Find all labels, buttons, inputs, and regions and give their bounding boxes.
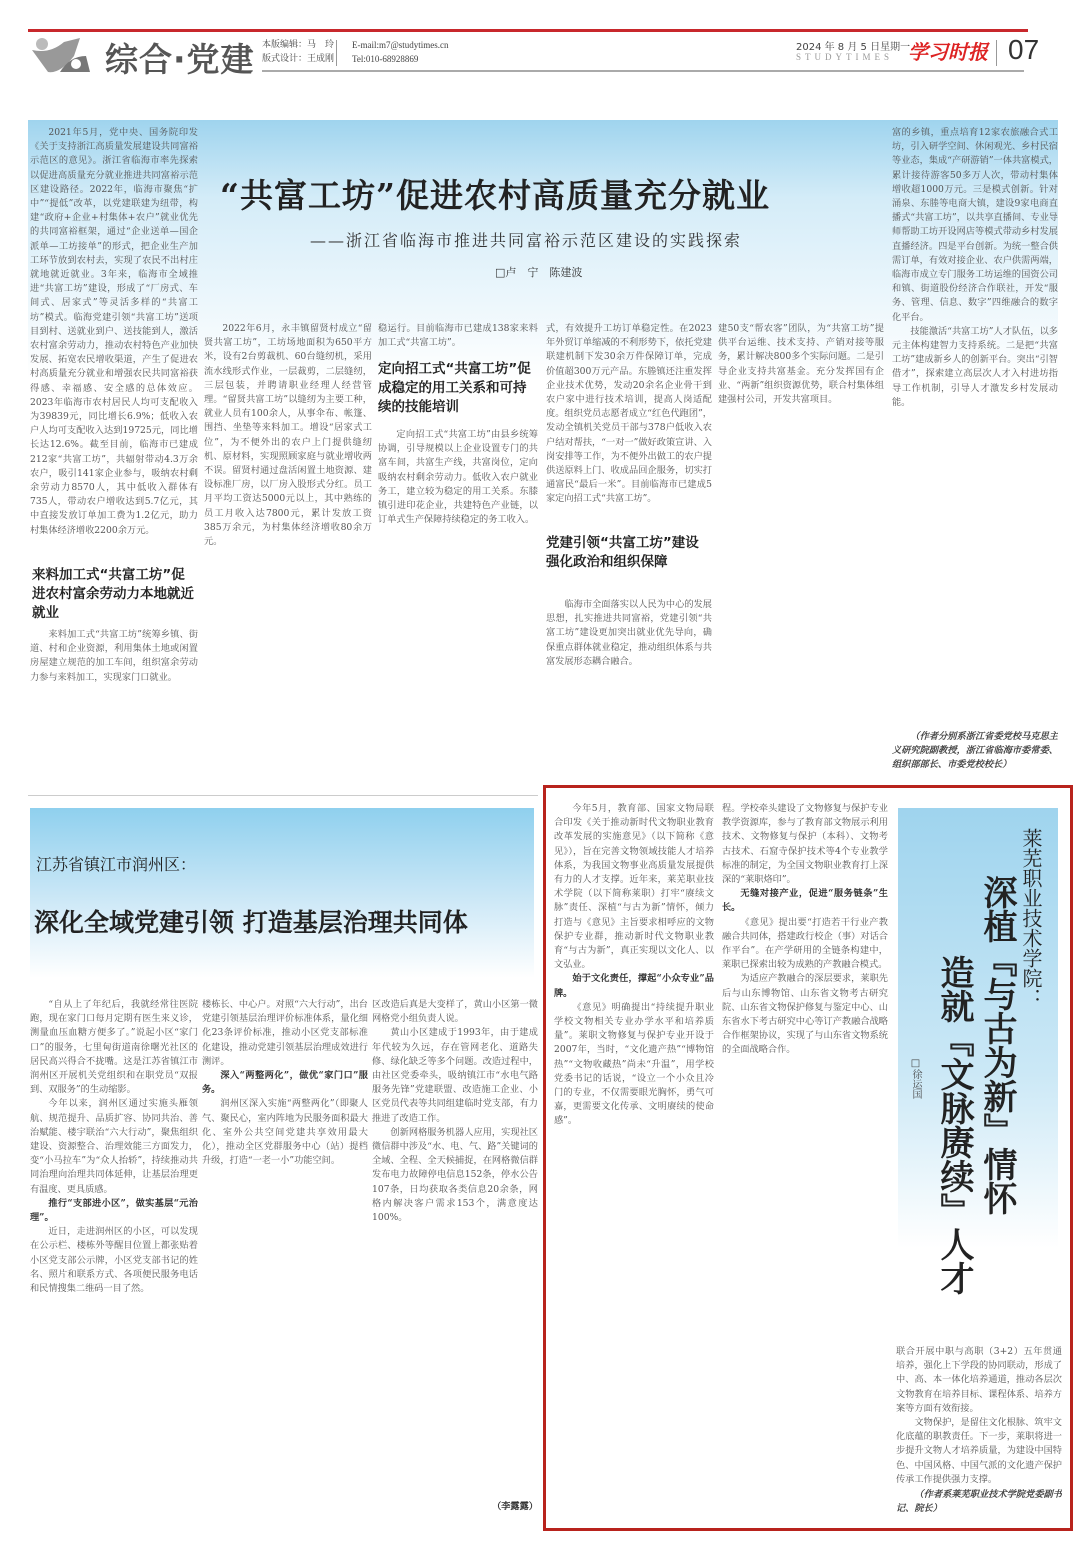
article2-column-2 [202,998,368,1532]
editor-credits [262,38,334,66]
paragraph: 润州区深入实施“两整两化”（即聚人气、聚民心，室内阵地为民服务面积最大化、室外公共空间党建共享效用最大化），推动全区党群服务中心（站）提档升级，打造“一老一小”功能空间。 [202,1098,368,1167]
article1-column-3a [378,322,538,354]
paragraph: 创新网格服务机器人应用，实现社区微信群中涉及“水、电、气、路”关键词的全域、全程、全天候捕捉，在网格微信群发布电力故障停电信息152条，停水公告107条，日均获取各类信息20余条，网格内解决客户需求153个，满意度达100%。 [372,1126,538,1224]
article1-column-2 [204,322,372,788]
article2-signature-block [372,1500,538,1518]
section-divider [28,795,538,796]
paragraph: 富的乡镇，重点培育12家农旅融合式工坊，引入研学空间、休闲观光、乡村民宿等业态，集成“产研游销”一体共富模式，累计接待游客50多万人次，带动村集体增收超1000万元。三是模式创新。针对涌泉、东塍等电商大镇，建设9家电商直播式“共富工坊”，以共享直播间、专业导师帮助工坊开设网店等模式带动乡村发展直播经济。四是平台创新。为统一整合供需订单，有效对接企业、农户供需两端，临海市成立专门服务工坊运维的国资公司和镇、街道股份经济合作联社，开发“服务、管理、信息、数字”四维融合的数字化平台。 [892,127,1058,323]
lead-paragraph: 始于文化责任，撑起“小众专业”品牌。 [554,973,714,999]
article1-column-1 [30,126,198,566]
paragraph: 技能激活“共富工坊”人才队伍，以多元主体构建智力支持系统。二是把“共富工坊”建成新乡人的创新平台。突出“引智借才”，探索建立高层次人才入村进坊指导工作机制，引导人才激发乡村发展动能。 [892,325,1058,408]
lead-paragraph: 深入“两整两化”，做优“家门口”服务。 [202,1070,368,1096]
lead-paragraph: 无缝对接产业，促进“服务链条”生长。 [722,888,888,914]
article2-signature: （李露露） [492,1501,538,1512]
article3-column-1 [554,802,714,1524]
designer-label: 版式设计：王成刚 [262,54,335,64]
paragraph: 来料加工式“共富工坊”统筹乡镇、街道、村和企业资源，利用集体土地或闲置房屋建立规范的加工车间，组织富余劳动力参与来料加工，实现家门口就业。 [30,629,198,683]
article2-column-3 [372,998,538,1468]
page-number: 07 [1008,34,1040,65]
paragraph: 《意见》明确提出“持续提升职业学校文物相关专业办学水平和培养质量”。莱职文物修复与保护专业开设于2007年，当时，“文化遗产热”“博物馆热”“文物收藏热”尚未“升温”，用学校党委书记的话说，“设立一个小众且冷门的专业，不仅需要眼光胸怀，勇气可嘉，更需要文化传承、文明赓续的使命感”。 [554,1001,714,1127]
article3-byline: □徐运国 [910,1058,921,1099]
article3-column-2 [722,802,888,1524]
issue-date: 2024 年 8 月 5 日星期一 [796,42,911,53]
article3-author-note-block [896,1488,1062,1524]
tel-text: Tel:010-68928869 [352,54,419,64]
masthead-red-rule [28,29,1028,32]
paragraph: 黄山小区建成于1993年，由于建成年代较为久远，存在管网老化、道路失修、绿化缺乏等多个问题。改造过程中，由社区党委牵头，吸纳镇江市“水电气路服务先锋”党建联盟、改造施工企业、小区党员代表等共同组建临时党支部，有力推进了改造工作。 [372,1027,538,1124]
article2-column-1 [30,998,198,1532]
paragraph: 2022年6月，永丰镇留贤村成立“留贤共富工坊”，工坊场地面积为650平方米，设有2台剪裁机、60台缝纫机，采用流水线形式作业，一层裁剪，二层缝纫，三层包装，并聘请职业经理人经营管理。“留贤共富工坊”以缝纫为主要工种，就业人员有100余人，从事伞布、帐篷、围挡、坐垫等来料加工。增设“居家式工位”，为不便外出的农户上门提供缝纫机、原材料，实现照顾家庭与就业增收两不误。留贤村通过盘活闲置土地资源、建设标准厂房，以厂房入股形式分红。员工月平均工资达5000元以上，其中熟练的员工月收入达7800元，累计发放工资385万余元，为村集体经济增收80余万元。 [204,323,372,548]
masthead-separator [336,40,337,66]
paragraph: 今年以来，润州区通过实施头雁领航、规范提升、品质扩容、协同共治、善治赋能、楼宇联治“六大行动”，聚焦组织建设、资源整合、治理效能三方面发力，变“小马拉车”为“众人抬轿”，持续推动共同治理向治理共同体延伸，让基层治理更有温度、更具质感。 [30,1098,198,1195]
email-link[interactable]: E-mail:m7@studytimes.cn [352,40,449,50]
article1-subheading-2: 定向招工式“共富工坊”促成稳定的用工关系和可持续的技能培训 [378,361,531,415]
paragraph: 《意见》提出要“打造若干行业产教融合共同体，搭建政行校企（事）对话合作平台”。在产学研用的全链条构建中，莱职已探索出较为成熟的产教融合模式。 [722,916,888,971]
article1-subheadline: ——浙江省临海市推进共同富裕示范区建设的实践探索 [310,231,743,250]
masthead-grey-rule [262,70,1024,72]
paragraph: 临海市全面落实以人民为中心的发展思想，扎实推进共同富裕，党建引领“共富工坊”建设更加突出就业优先导向，确保重点群体就业稳定，推动组织体系与共富发展形态耦合融合。 [546,599,712,667]
article3-headline-line-2: 造就『文脉赓续』人才 [934,955,974,1295]
paragraph: 区改造后真是大变样了，黄山小区第一微网格党小组负责人说。 [372,999,538,1025]
paragraph: 程。学校牵头建设了文物修复与保护专业教学资源库，参与了教育部文物展示利用技术、文物修复与保护（本科）、文物考古技术、石窟寺保护技术等4个专业教学标准的制定，为全国文物职业教育打上深深的“莱职烙印”。 [722,803,888,886]
article1-byline: □卢 宁 陈建波 [495,266,583,279]
lead-paragraph: 推行“支部进小区”，做实基层“元治理”。 [30,1197,198,1224]
article1-column-4a [546,322,712,522]
paragraph: “自从上了年纪后，我就经常往医院跑，现在家门口每月定期有医生来义诊，测量血压血糖方便多了。”说起小区“家门口”的服务，七里甸街道南徐曙光社区的居民高兴得合不拢嘴。这是江苏省镇江市润州区开展机关党组织和在职党员“双报到、双服务”的生动缩影。 [30,999,198,1096]
paragraph: 近日，走进润州区的小区，可以发现在公示栏、楼栋外等醒目位置上都张贴着小区党支部公示牌，小区党支部书记的姓名、照片和联系方式、各项便民服务电话和民情搜集二维码一目了然。 [30,1226,198,1295]
article1-column-6 [892,126,1058,666]
article3-author-note: （作者系莱芜职业技术学院党委副书记、院长） [896,1489,1062,1515]
paragraph: 定向招工式“共富工坊”由县乡统筹协调，引导规模以上企业设置专门的共富车间，共富生产线，共富岗位，定向吸纳农村剩余劳动力。低收入农户就业务工，建立较为稳定的用工关系。东膝镇引进印花企业，共建特色产业链，以订单式生产保障持续稳定的务工收入。 [378,429,538,526]
paragraph: 今年5月，教育部、国家文物局联合印发《关于推动新时代文物职业教育改革发展的实施意见》（以下简称《意见》），旨在完善文物领域技能人才培养体系，为我国文物事业高质量发展提供有力的人才支撑。近年来，莱芜职业技术学院（以下简称莱职）打牢“赓续文脉”责任、深植“与古为新”情怀，倾力打造与《意见》主旨要求相呼应的文物保护专业群，推动新时代文物职业教育“与古为新”，真正实现以文化人、以文弘业。 [554,803,714,971]
article2-header-background [30,808,534,978]
article3-kicker: 莱芜职业技术学院： [1019,828,1043,1008]
paragraph: 2021年5月，党中央、国务院印发《关于支持浙江高质量发展建设共同富裕示范区的意见》。浙江省临海市率先探索以促进高质量充分就业推进共同富裕示范区建设路径。2022年，临海市聚焦“扩中”“提低”改革，以党建联建为纽带，构建“政府+企业+村集体+农户”就业优先的共同富裕框架，通过“企业送单—国企派单—工坊接单”的形式，把企业生产加工环节放到农村去，实现了农民不出村庄就地就近就业。3年来，临海市全域推进“共富工坊”建设，形成了“厂房式、车间式、居家式”等灵活多样的“共富工坊”模式。临海党建引领“共富工坊”送项目到村、送就业到户、送技能到人，激活农村富余劳动力，推动农村特色产业加快发展、拓宽农民增收渠道，产生了促进农村高质量充分就业和增强农民共同富裕获得感、幸福感、安全感的总体效应。2023年临海市农村居民人均可支配收入为39839元，同比增长6.9%；低收入农户人均可支配收入达到19725元，同比增长达12.6%。截至目前，临海市已建成212家“共富工坊”，共辐射带动4.3万余农户，吸引141家企业参与，吸纳农村剩余劳动力8570人，其中低收入群体有735人，带动农户增收达到5.7亿元，其中直接发放订单加工费为1.2亿元，助力村集体经济增收2200余万元。 [30,127,198,536]
article1-author-note [892,730,1058,780]
paragraph: 楼栋长、中心户。对照“六大行动”，出台党建引领基层治理评价标准体系，量化细化23条评价标准，推动小区党支部标准化建设，推动党建引领基层治理成效进行测评。 [202,999,368,1067]
article1-column-1b [30,628,198,788]
editor-label: 本版编辑：马 玲 [262,40,335,50]
article1-headline: “共富工坊”促进农村高质量充分就业 [220,176,770,215]
article1-column-5 [718,322,884,788]
paragraph: 式，有效提升工坊订单稳定性。在2023年外贸订单缩减的不利形势下，依托党建联建机制下发30余万件保障订单，完成价值超300万元产品。东塍镇还注重发挥企业技术优势，发动20余名企业骨干到农户家中进行技术培训，提高人岗适配度。组织党员志愿者成立“红色代跑团”，发动全镇机关党员干部与378户低收入农户结对帮扶，“一对一”做好政策宣讲、入岗安排等工作，为不便外出做工的农户提供送原料上门、收成品回企服务，切实打通富民“最后一米”。目前临海市已建成5家定向招工式“共富工坊”。 [546,323,712,505]
studytimes-wordmark: STUDYTIMES [796,52,894,62]
article1-column-3b [378,428,538,788]
paragraph: 稳运行。目前临海市已建成138家来料加工式“共富工坊”。 [378,323,538,349]
newspaper-brand-logo: 学习时报 [908,40,988,64]
paragraph: 文物保护，是留住文化根脉、筑牢文化底蕴的职教责任。下一步，莱职将进一步提升文物人才培养质量，为建设中国特色、中国风格、中国气派的文化遗产保护传承工作提供强力支撑。 [896,1417,1062,1485]
section-logo-icon [30,34,94,74]
article3-column-3 [896,1345,1062,1485]
article1-subheading-3: 党建引领“共富工坊”建设强化政治和组织保障 [546,535,699,570]
article2-kicker: 江苏省镇江市润州区： [36,855,197,874]
masthead-separator-2 [996,40,997,66]
section-title: 综合·党建 [105,40,255,79]
author-note: （作者分别系浙江省委党校马克思主义研究院副教授，浙江省临海市委常委、组织部部长、市委党校校长） [892,731,1058,771]
article3-headline-line-1: 深植『与古为新』情怀 [977,875,1017,1215]
article1-column-4b [546,598,712,788]
article2-headline: 深化全域党建引领 打造基层治理共同体 [34,908,468,937]
paragraph: 联合开展中职与高职（3+2）五年贯通培养，强化上下学段的协同联动，形成了中、高、本一体化培养通道，推动各层次文物教育在培养目标、课程体系、培养方案等方面有效衔接。 [896,1346,1062,1414]
article1-subheading-1: 来料加工式“共富工坊”促进农村富余劳动力本地就近就业 [32,567,194,621]
paragraph: 为适应产教融合的深层要求，莱职先后与山东博物馆、山东省文物考古研究院、山东省文物保护修复与鉴定中心、山东省水下考古研究中心等订产教融合战略合作框架协议，实现了与山东省文物系统的全面战略合作。 [722,973,888,1056]
paragraph: 建50支“帮农客”团队，为“共富工坊”提供平台运维、技术支持、产销对接等服务，累计解决800多个实际问题。二是引导企业支持共富基金。充分发挥国有企业、“两新”组织资源优势，联合村集体组建强村公司，开发共富项目。 [718,323,884,406]
contact-info [352,38,449,66]
